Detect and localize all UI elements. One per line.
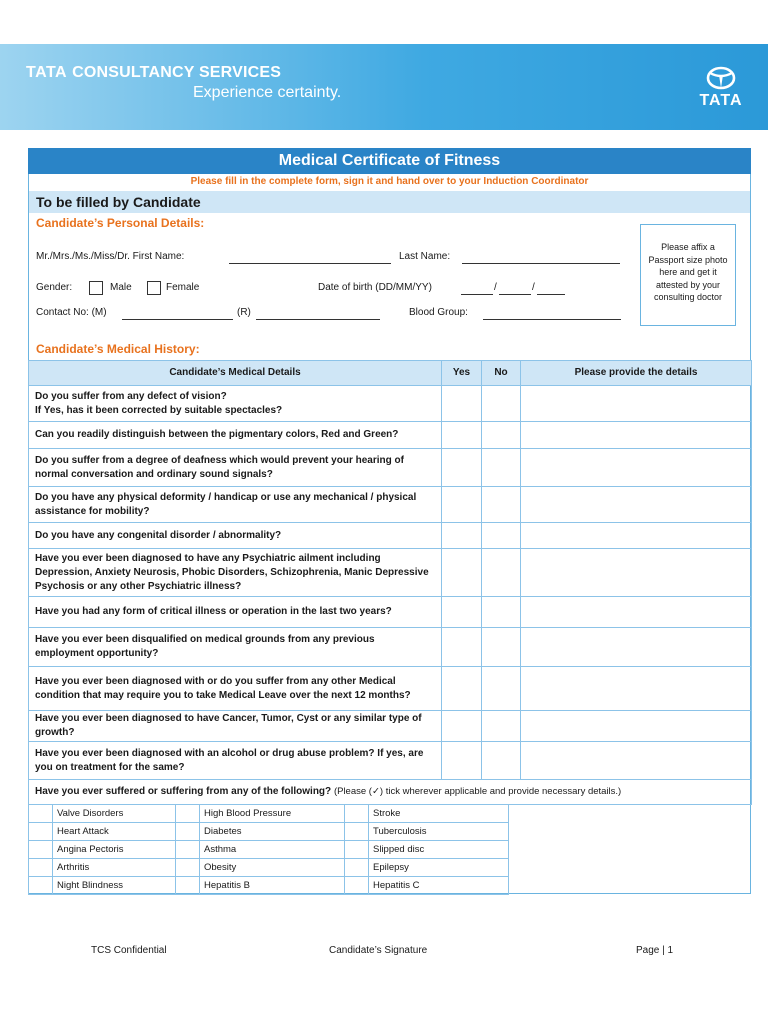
- conditions-row: [29, 859, 509, 877]
- male-checkbox[interactable]: [89, 281, 103, 295]
- first-name-label: Mr./Mrs./Ms./Miss/Dr. First Name:: [36, 251, 185, 262]
- question-cell: Have you ever been diagnosed to have Cancer, Tumor, Cyst or any similar type of growth?: [29, 711, 442, 742]
- conditions-question-cell: [29, 780, 752, 805]
- table-row: [29, 386, 752, 422]
- no-cell[interactable]: [482, 523, 521, 549]
- details-cell[interactable]: [521, 549, 752, 597]
- dob-year-field[interactable]: [537, 294, 565, 295]
- medical-history-heading: Candidate’s Medical History:: [36, 342, 200, 356]
- last-name-label: Last Name:: [399, 251, 451, 262]
- form-instruction: Please fill in the complete form, sign it and hand over to your Induction Coordinator: [190, 176, 589, 187]
- question-cell: Do you suffer from a degree of deafness which would prevent your hearing of normal conversation and ordinary sound signals?: [29, 449, 442, 487]
- yes-cell[interactable]: [442, 711, 482, 742]
- conditions-row: [29, 805, 509, 823]
- question-cell: Have you ever been diagnosed to have any Psychiatric ailment including Depression, Anxiety Neurosis, Phobic Disorders, Schizophrenia, Manic Depressive Psychosis or any other Psychiatric illness?: [29, 549, 442, 597]
- question-cell: Do you have any congenital disorder / abnormality?: [29, 523, 442, 549]
- female-checkbox[interactable]: [147, 281, 161, 295]
- condition-tick-cell[interactable]: [29, 859, 53, 877]
- condition-label: Angina Pectoris: [53, 841, 176, 859]
- question-cell: Do you have any physical deformity / handicap or use any mechanical / physical assistance for mobility?: [29, 487, 442, 523]
- condition-tick-cell[interactable]: [345, 841, 369, 859]
- blood-group-label: Blood Group:: [409, 307, 468, 318]
- medical-history-table: [28, 360, 752, 805]
- female-label: Female: [166, 282, 200, 293]
- yes-cell[interactable]: [442, 487, 482, 523]
- footer-page-number: Page | 1: [636, 945, 674, 956]
- condition-label: Heart Attack: [53, 823, 176, 841]
- condition-label: Slipped disc: [369, 841, 509, 859]
- column-header: Yes: [442, 361, 482, 386]
- condition-tick-cell[interactable]: [176, 823, 200, 841]
- condition-label: Hepatitis C: [369, 877, 509, 895]
- no-cell[interactable]: [482, 628, 521, 667]
- details-cell[interactable]: [521, 386, 752, 422]
- no-cell[interactable]: [482, 711, 521, 742]
- table-row: [29, 742, 752, 780]
- tagline: Experience certainty.: [193, 84, 342, 101]
- photo-placeholder: Please affix a Passport size photo here and get it attested by your consulting doctor: [640, 224, 736, 326]
- condition-label: Stroke: [369, 805, 509, 823]
- condition-label: Diabetes: [200, 823, 345, 841]
- column-header: No: [482, 361, 521, 386]
- condition-label: Epilepsy: [369, 859, 509, 877]
- dob-day-field[interactable]: [461, 294, 493, 295]
- table-row: [29, 628, 752, 667]
- header-banner: [0, 44, 768, 130]
- condition-label: Hepatitis B: [200, 877, 345, 895]
- table-row: [29, 597, 752, 628]
- no-cell[interactable]: [482, 742, 521, 780]
- personal-details-heading: Candidate’s Personal Details:: [36, 216, 205, 230]
- condition-tick-cell[interactable]: [345, 805, 369, 823]
- no-cell[interactable]: [482, 549, 521, 597]
- condition-tick-cell[interactable]: [176, 841, 200, 859]
- no-cell[interactable]: [482, 422, 521, 449]
- details-cell[interactable]: [521, 628, 752, 667]
- footer-confidential: TCS Confidential: [91, 945, 167, 956]
- condition-label: Asthma: [200, 841, 345, 859]
- dob-separator: /: [494, 282, 497, 293]
- yes-cell[interactable]: [442, 597, 482, 628]
- question-cell: Have you ever been diagnosed with an alcohol or drug abuse problem? If yes, are you on treatment for the same?: [29, 742, 442, 780]
- details-cell[interactable]: [521, 523, 752, 549]
- condition-tick-cell[interactable]: [29, 805, 53, 823]
- details-cell[interactable]: [521, 449, 752, 487]
- contact-residence-label: (R): [237, 307, 251, 318]
- last-name-field[interactable]: [462, 263, 620, 264]
- column-header: Candidate’s Medical Details: [29, 361, 442, 386]
- table-row: [29, 667, 752, 711]
- yes-cell[interactable]: [442, 742, 482, 780]
- brand-name: CONSULTANCY SERVICES: [72, 64, 282, 81]
- yes-cell[interactable]: [442, 628, 482, 667]
- condition-tick-cell[interactable]: [176, 805, 200, 823]
- conditions-grid: [28, 804, 509, 895]
- condition-tick-cell[interactable]: [29, 877, 53, 895]
- contact-mobile-field[interactable]: [122, 319, 233, 320]
- question-cell: Have you had any form of critical illness or operation in the last two years?: [29, 597, 442, 628]
- conditions-row: [29, 823, 509, 841]
- table-row: [29, 422, 752, 449]
- condition-label: Obesity: [200, 859, 345, 877]
- dob-month-field[interactable]: [499, 294, 531, 295]
- condition-label: Valve Disorders: [53, 805, 176, 823]
- conditions-row: [29, 841, 509, 859]
- contact-residence-field[interactable]: [256, 319, 380, 320]
- details-cell[interactable]: [521, 487, 752, 523]
- condition-tick-cell[interactable]: [29, 841, 53, 859]
- details-cell[interactable]: [521, 597, 752, 628]
- details-cell[interactable]: [521, 667, 752, 711]
- yes-cell[interactable]: [442, 449, 482, 487]
- conditions-details-area[interactable]: [508, 804, 750, 894]
- question-cell: Have you ever been diagnosed with or do you suffer from any other Medical condition that may require you to take Medical Leave over the next 12 months?: [29, 667, 442, 711]
- tata-logo: [696, 66, 746, 112]
- no-cell[interactable]: [482, 386, 521, 422]
- brand-prefix: TATA: [26, 64, 68, 81]
- yes-cell[interactable]: [442, 667, 482, 711]
- section-label: To be filled by Candidate: [29, 191, 750, 213]
- question-cell: Have you ever been disqualified on medical grounds from any previous employment opportunity?: [29, 628, 442, 667]
- dob-label: Date of birth (DD/MM/YY): [318, 282, 432, 293]
- condition-label: Arthritis: [53, 859, 176, 877]
- no-cell[interactable]: [482, 667, 521, 711]
- table-row: [29, 711, 752, 742]
- no-cell[interactable]: [482, 597, 521, 628]
- table-row: [29, 780, 752, 805]
- footer-signature-label: Candidate’s Signature: [329, 945, 428, 956]
- conditions-question: Have you ever suffered or suffering from any of the following?: [35, 786, 332, 797]
- condition-tick-cell[interactable]: [345, 877, 369, 895]
- condition-label: High Blood Pressure: [200, 805, 345, 823]
- details-cell[interactable]: [521, 711, 752, 742]
- yes-cell[interactable]: [442, 422, 482, 449]
- brand-logo-text: [26, 64, 281, 82]
- details-cell[interactable]: [521, 742, 752, 780]
- question-cell: Can you readily distinguish between the pigmentary colors, Red and Green?: [29, 422, 442, 449]
- condition-tick-cell[interactable]: [176, 877, 200, 895]
- no-cell[interactable]: [482, 449, 521, 487]
- yes-cell[interactable]: [442, 386, 482, 422]
- no-cell[interactable]: [482, 487, 521, 523]
- gender-label: Gender:: [36, 282, 73, 293]
- condition-tick-cell[interactable]: [176, 859, 200, 877]
- column-header: Please provide the details: [521, 361, 752, 386]
- contact-mobile-label: Contact No: (M): [36, 307, 107, 318]
- condition-tick-cell[interactable]: [345, 823, 369, 841]
- first-name-field[interactable]: [229, 263, 391, 264]
- table-row: [29, 449, 752, 487]
- conditions-row: [29, 877, 509, 895]
- form-title: Medical Certificate of Fitness: [28, 148, 751, 174]
- condition-label: Tuberculosis: [369, 823, 509, 841]
- question-cell: Do you suffer from any defect of vision? If Yes, has it been corrected by suitable spectacles?: [29, 386, 442, 422]
- dob-separator: /: [532, 282, 535, 293]
- table-header-row: [29, 361, 752, 386]
- table-row: [29, 487, 752, 523]
- yes-cell[interactable]: [442, 523, 482, 549]
- condition-tick-cell[interactable]: [29, 823, 53, 841]
- conditions-note: (Please (✓) tick wherever applicable and provide necessary details.): [333, 786, 622, 797]
- male-label: Male: [110, 282, 132, 293]
- table-row: [29, 549, 752, 597]
- table-row: [29, 523, 752, 549]
- logo-word: TATA: [699, 92, 743, 109]
- condition-tick-cell[interactable]: [345, 859, 369, 877]
- tata-emblem-icon: [706, 66, 736, 90]
- yes-cell[interactable]: [442, 549, 482, 597]
- blood-group-field[interactable]: [483, 319, 621, 320]
- details-cell[interactable]: [521, 422, 752, 449]
- condition-label: Night Blindness: [53, 877, 176, 895]
